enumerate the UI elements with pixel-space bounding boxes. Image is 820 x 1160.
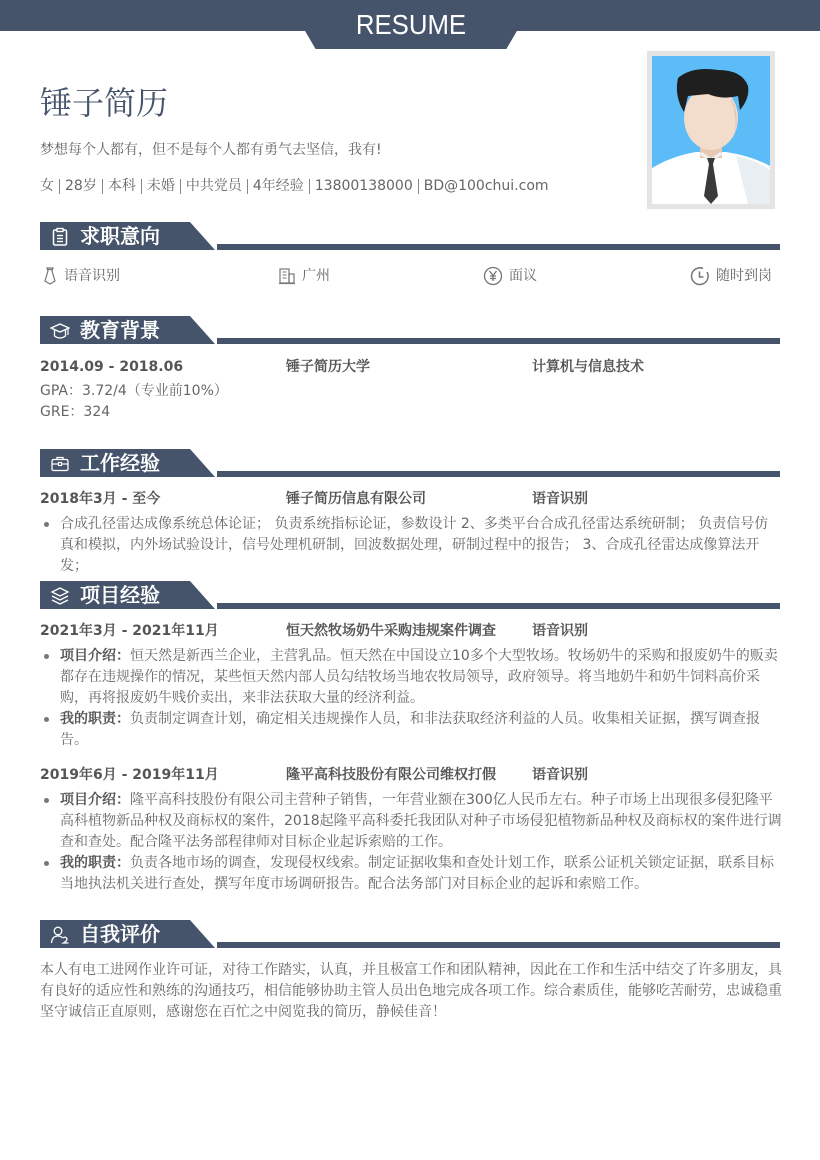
intent-city-label: 广州 [302,268,330,284]
work-role: 语音识别 [532,491,588,507]
intent-city [278,266,330,286]
education-gre: GRE：324 [40,404,111,420]
project-intro-label: 项目介绍： [60,648,130,664]
project-period: 2021年3月 - 2021年11月 [40,623,219,639]
motto: 梦想每个人都有，但不是每个人都有勇气去坚信，我有! [40,142,382,158]
resume-banner-title: RESUME [355,9,467,40]
intent-availability [690,266,772,286]
intent-salary [483,266,537,286]
section-header-work [40,449,780,479]
project-duty-label: 我的职责： [60,855,130,871]
info-gender: 女 [40,178,54,194]
personal-info [40,176,549,196]
project-intro-text: 隆平高科技股份有限公司主营种子销售，一年营业额在300亿人民币左右。种子市场上出现很多侵犯隆平高科植物新品种权及商标权的案件，2018起隆平高科委托我团队对种子市场侵犯植物新品种权及商标权的案件进行调查和查处。配合隆平法务部程律师对目标企业起诉索赔的工作。 [60,792,782,850]
project-intro-label: 项目介绍： [60,792,130,808]
candidate-name: 锤子简历 [40,84,169,122]
user-icon [50,925,70,945]
section-title-projects: 项目经验 [80,583,160,607]
project-intro-text: 恒天然是新西兰企业，主营乳品。恒天然在中国设立10多个大型牧场。牧场奶牛的采购和报废奶牛的贩卖都存在违规操作的情况，某些恒天然内部人员勾结牧场当地农牧局领导，政府领导。将当地奶牛和奶牛饲料高价采购，再将报废奶牛贱价卖出，来非法获取大量的经济利益。 [60,648,778,706]
section-title-intent: 求职意向 [80,224,160,248]
education-school: 锤子简历大学 [286,359,370,375]
project-duty-text: 负责制定调查计划，确定相关违规操作人员，和非法获取经济利益的人员。收集相关证据，撰写调查报告。 [60,711,760,748]
education-period: 2014.09 - 2018.06 [40,359,184,375]
info-experience: 4年经验 [252,178,304,194]
tie-icon [42,267,58,285]
project-name: 恒天然牧场奶牛采购违规案件调查 [286,623,496,639]
info-marital: 未婚 [146,178,175,194]
self-evaluation-text: 本人有电工进网作业许可证，对待工作踏实，认真，并且极富工作和团队精神，因此在工作和生活中结交了许多朋友，具有良好的适应性和熟练的沟通技巧，相信能够协助主管人员出色地完成各项工作。综合素质佳，能够吃苦耐劳，忠诚稳重坚守诚信正直原则，感谢您在百忙之中阅览我的简历，静候佳音！ [40,962,782,1020]
clipboard-icon [50,227,70,247]
section-title-self: 自我评价 [80,922,160,946]
info-email: BD@100chui.com [423,178,549,194]
section-title-work: 工作经验 [80,451,160,475]
section-header-projects [40,581,780,611]
project-intro [40,790,782,853]
project-role: 语音识别 [532,767,588,783]
work-company: 锤子简历信息有限公司 [286,491,426,507]
intent-position-label: 语音识别 [64,268,120,284]
education-gpa: GPA：3.72/4（专业前10%） [40,383,228,399]
work-bullet: 合成孔径雷达成像系统总体论证； 负责系统指标论证，参数设计 2、多类平台合成孔径雷达系统研制； 负责信号仿真和模拟，内外场试验设计，信号处理机研制，回波数据处理，研制过程中的报告； 3、合成孔径雷达成像算法开发； [40,514,782,577]
project-duty [40,709,782,751]
work-period: 2018年3月 - 至今 [40,491,161,507]
yen-icon [483,266,503,286]
intent-position [42,266,120,286]
avatar [647,51,775,209]
graduation-cap-icon [50,321,70,341]
section-title-education: 教育背景 [80,318,160,342]
section-header-education [40,316,780,346]
section-header-intent [40,222,780,252]
project-duty-label: 我的职责： [60,711,130,727]
info-phone: 13800138000 [314,178,413,194]
section-header-self [40,920,780,950]
info-political: 中共党员 [185,178,242,194]
project-duty [40,853,782,895]
briefcase-icon [50,454,70,474]
education-major: 计算机与信息技术 [532,359,644,375]
project-role: 语音识别 [532,623,588,639]
building-icon [278,267,296,285]
avatar-illustration-icon [652,56,770,204]
intent-availability-label: 随时到岗 [716,268,772,284]
project-duty-text: 负责各地市场的调查，发现侵权线索。制定证据收集和查处计划工作，联系公证机关锁定证据，联系目标当地执法机关进行查处，撰写年度市场调研报告。配合法务部门对目标企业的起诉和索赔工作。 [60,855,774,892]
layers-icon [50,586,70,606]
clock-icon [690,266,710,286]
project-intro [40,646,782,709]
info-age: 28岁 [65,178,97,194]
project-name: 隆平高科技股份有限公司维权打假 [286,767,496,783]
project-period: 2019年6月 - 2019年11月 [40,767,219,783]
intent-salary-label: 面议 [509,268,537,284]
info-degree: 本科 [107,178,136,194]
